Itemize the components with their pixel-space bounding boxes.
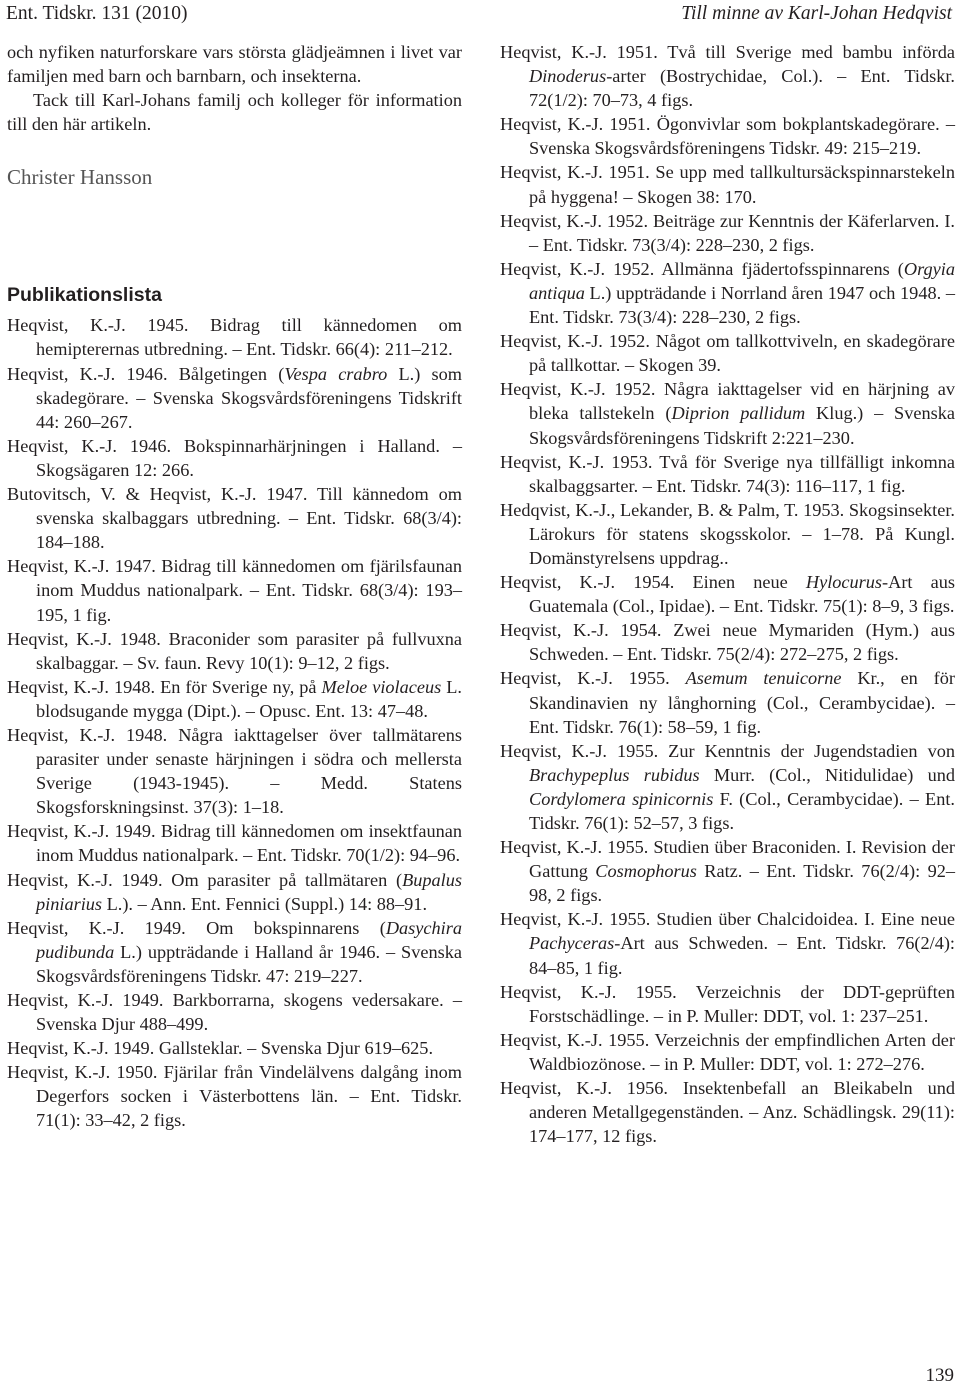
intro-paragraph: och nyfiken naturforskare vars största glädjeämnen i livet var familjen med barn och barnbarn, och insekterna.: [7, 42, 462, 87]
right-column: [500, 40, 955, 1148]
reference-entry: [7, 362, 462, 434]
reference-taxon-name: Asemum tenuicorne: [685, 668, 842, 689]
reference-taxon-name: Cosmophorus: [595, 861, 697, 882]
reference-text: Heqvist, K.-J. 1955. Verzeichnis der DDT-geprüften Forstschädlinge. – in P. Muller: DDT, vol. 1: 237–251.: [500, 981, 955, 1026]
reference-taxon-name: Orgyia antiqua: [529, 258, 955, 303]
reference-text: Heqvist, K.-J. 1949. Gallsteklar. – Svenska Djur 619–625.: [7, 1038, 434, 1059]
reference-entry: [7, 723, 462, 819]
reference-text: -Art aus Guatemala (Col., Ipidae). – Ent. Tidskr. 75(1): 8–9, 3 figs.: [529, 572, 955, 617]
reference-text: Heqvist, K.-J. 1955. Verzeichnis der empfindlichen Arten der Waldbiozönose. – in P. Muller: DDT, vol. 1: 272–276.: [500, 1029, 955, 1074]
reference-entry: [7, 482, 462, 554]
reference-entry: [7, 675, 462, 723]
page-number: 139: [925, 1365, 954, 1386]
reference-text: Heqvist, K.-J. 1945. Bidrag till kännedomen om hemipterernas utbredning. – Ent. Tidskr. 66(4): 211–212.: [7, 315, 462, 360]
reference-text: Murr. (Col., Nitidulidae) und: [699, 764, 955, 785]
reference-taxon-name: Brachypeplus rubidus: [529, 764, 700, 785]
reference-text: Heqvist, K.-J. 1952. Något om tallkottviveln, en skadegörare på tallkottar. – Skogen 39.: [500, 331, 955, 376]
reference-taxon-name: Bupalus piniarius: [36, 869, 462, 914]
reference-text: Heqvist, K.-J. 1952. Beiträge zur Kenntnis der Käferlarven. I. – Ent. Tidskr. 73(3/4): 228–230, 2 figs.: [500, 210, 955, 255]
acknowledgement-paragraph: Tack till Karl-Johans familj och kolleger för information till den här artikeln.: [7, 90, 462, 135]
reference-entry: [7, 916, 462, 988]
reference-text: Heqvist, K.-J. 1955.: [500, 668, 686, 689]
reference-text: L.) uppträdande i Halland år 1946. – Svenska Skogsvårdsföreningens Tidskr. 47: 219–227.: [36, 941, 462, 986]
reference-text: Heqvist, K.-J. 1955. Zur Kenntnis der Jugendstadien von: [500, 740, 955, 761]
reference-taxon-name: Diprion pallidum: [671, 403, 806, 424]
reference-text: L.) som skadegörare. – Svenska Skogsvårdsföreningens Tidskrift 44: 260–267.: [36, 363, 462, 432]
reference-text: Heqvist, K.-J. 1948. Braconider som parasiter på fullvuxna skalbaggar. – Sv. faun. Revy 10(1): 9–12, 2 figs.: [7, 628, 462, 673]
reference-text: L. blodsugande mygga (Dipt.). – Opusc. Ent. 13: 47–48.: [36, 676, 462, 721]
reference-entry: [7, 554, 462, 626]
reference-entry: [7, 819, 462, 867]
reference-entry: [500, 40, 955, 112]
reference-text: Heqvist, K.-J. 1951. Två till Sverige med bambu införda: [500, 42, 955, 62]
reference-text: -Art aus Schweden. – Ent. Tidskr. 76(2/4): 84–85, 1 fig.: [529, 933, 955, 978]
reference-entry: [7, 627, 462, 675]
reference-entry: [500, 835, 955, 907]
reference-text: Heqvist, K.-J. 1949. Barkborrarna, skogens vedersakare. – Svenska Djur 488–499.: [7, 990, 462, 1035]
reference-taxon-name: Cordylomera spinicornis: [529, 788, 714, 809]
reference-text: Butovitsch, V. & Heqvist, K.-J. 1947. Till kännedom om svenska skalbaggars utbredning. – Ent. Tidskr. 68(3/4): 184–188.: [7, 484, 462, 553]
reference-text: Heqvist, K.-J. 1949. Bidrag till kännedomen om insektfaunan inom Muddus nationalpark. – Ent. Tidskr. 70(1/2): 94–96.: [7, 821, 462, 866]
reference-list-right: [500, 40, 955, 1148]
reference-entry: [7, 1060, 462, 1132]
reference-entry: [500, 377, 955, 449]
reference-text: F. (Col., Cerambycidae). – Ent. Tidskr. 76(1): 52–57, 3 figs.: [529, 788, 955, 833]
reference-text: Heqvist, K.-J. 1951. Ögonvivlar som bokplantskadegörare. – Svenska Skogsvårdsföreningens Tidskr. 49: 215–219.: [500, 114, 955, 159]
reference-entry: [500, 112, 955, 160]
reference-text: Heqvist, K.-J. 1955. Studien über Chalcidoidea. I. Eine neue: [500, 909, 955, 930]
reference-entry: [500, 739, 955, 835]
reference-text: Heqvist, K.-J. 1949. Om bokspinnarens (: [7, 917, 386, 938]
reference-entry: [7, 868, 462, 916]
reference-text: Heqvist, K.-J. 1951. Se upp med tallkultursäckspinnarstekeln på hyggena! – Skogen 38: 170.: [500, 162, 955, 207]
reference-text: Hedqvist, K.-J., Lekander, B. & Palm, T. 1953. Skogsinsekter. Lärokurs för statens skogsskolor. – 1–78. På Kungl. Domänstyrelsens uppdrag..: [500, 499, 955, 568]
section-title: Publikationslista: [7, 284, 162, 307]
running-head-title: Till minne av Karl-Johan Hedqvist: [681, 3, 952, 24]
reference-taxon-name: Dasychira pudibunda: [36, 917, 462, 962]
reference-taxon-name: Hylocurus: [805, 572, 883, 593]
reference-entry: [500, 907, 955, 979]
reference-taxon-name: Meloe violaceus: [321, 676, 442, 697]
reference-entry: [7, 1036, 462, 1060]
reference-text: Heqvist, K.-J. 1948. Några iakttagelser över tallmätarens parasiter under senaste härjningen i södra och mellersta Sverige (1943-1945). – Medd. Statens Skogsforskningsinst. 37(3): 1–18.: [7, 724, 462, 818]
reference-taxon-name: Dinoderus: [529, 66, 607, 87]
reference-taxon-name: Pachyceras: [529, 933, 615, 954]
reference-text: Heqvist, K.-J. 1946. Bålgetingen (: [7, 363, 285, 384]
reference-text: Heqvist, K.-J. 1950. Fjärilar från Vindelälvens dalgång inom Degerfors socken i Västerbottens län. – Ent. Tidskr. 71(1): 33–42, 2 figs.: [7, 1062, 462, 1131]
author-name: Christer Hansson: [7, 165, 153, 190]
reference-text: Heqvist, K.-J. 1954. Einen neue: [500, 572, 806, 593]
reference-entry: [500, 618, 955, 666]
reference-text: Ratz. – Ent. Tidskr. 76(2/4): 92–98, 2 figs.: [529, 861, 956, 906]
reference-text: -arter (Bostrychidae, Col.). – Ent. Tidskr. 72(1/2): 70–73, 4 figs.: [529, 66, 955, 111]
reference-entry: [7, 434, 462, 482]
reference-entry: [7, 988, 462, 1036]
reference-entry: [500, 980, 955, 1028]
reference-text: Heqvist, K.-J. 1948. En för Sverige ny, på: [7, 676, 322, 697]
reference-entry: [500, 1076, 955, 1148]
reference-entry: [500, 329, 955, 377]
reference-text: Heqvist, K.-J. 1952. Allmänna fjädertofsspinnarens (: [500, 258, 904, 279]
reference-text: Heqvist, K.-J. 1946. Bokspinnarhärjningen i Halland. – Skogsägaren 12: 266.: [7, 435, 462, 480]
reference-text: Heqvist, K.-J. 1956. Insektenbefall an Bleikabeln und anderen Metallgegenständen. – Anz. Schädlingsk. 29(11): 174–177, 12 figs.: [500, 1078, 955, 1147]
left-column: [7, 40, 462, 1133]
reference-text: Kr., en för Skandinavien ny långhorning (Col., Cerambycidae). – Ent. Tidskr. 76(1): 58–59, 1 fig.: [529, 668, 955, 737]
reference-text: Heqvist, K.-J. 1955. Studien über Braconiden. I. Revision der Gattung: [500, 837, 955, 882]
reference-text: Heqvist, K.-J. 1952. Några iakttagelser vid en härjning av bleka tallstekeln (: [500, 379, 955, 424]
reference-entry: [500, 498, 955, 570]
reference-entry: [7, 313, 462, 361]
reference-entry: [500, 666, 955, 738]
reference-text: L.). – Ann. Ent. Fennici (Suppl.) 14: 88–91.: [102, 893, 428, 914]
reference-text: Heqvist, K.-J. 1953. Två för Sverige nya tillfälligt inkomna skalbaggsarter. – Ent. Tidskr. 74(3): 116–117, 1 fig.: [500, 451, 955, 496]
reference-taxon-name: Vespa crabro: [284, 363, 388, 384]
reference-entry: [500, 209, 955, 257]
reference-entry: [500, 160, 955, 208]
reference-entry: [500, 257, 955, 329]
reference-entry: [500, 1028, 955, 1076]
running-head-journal: Ent. Tidskr. 131 (2010): [6, 3, 188, 24]
reference-text: Heqvist, K.-J. 1954. Zwei neue Mymariden (Hym.) aus Schweden. – Ent. Tidskr. 75(2/4): 272–275, 2 figs.: [500, 620, 955, 665]
reference-text: Heqvist, K.-J. 1947. Bidrag till kännedomen om fjärilsfaunan inom Muddus nationalpark. – Ent. Tidskr. 68(3/4): 193–195, 1 fig.: [7, 556, 462, 625]
reference-entry: [500, 450, 955, 498]
reference-text: Heqvist, K.-J. 1949. Om parasiter på tallmätaren (: [7, 869, 403, 890]
reference-list-left: [7, 313, 462, 1132]
reference-entry: [500, 570, 955, 618]
reference-text: Klug.) – Svenska Skogsvårdsföreningens Tidskrift 2:221–230.: [529, 403, 955, 448]
reference-text: L.) uppträdande i Norrland åren 1947 och 1948. – Ent. Tidskr. 73(3/4): 228–230, 2 figs.: [529, 282, 955, 328]
